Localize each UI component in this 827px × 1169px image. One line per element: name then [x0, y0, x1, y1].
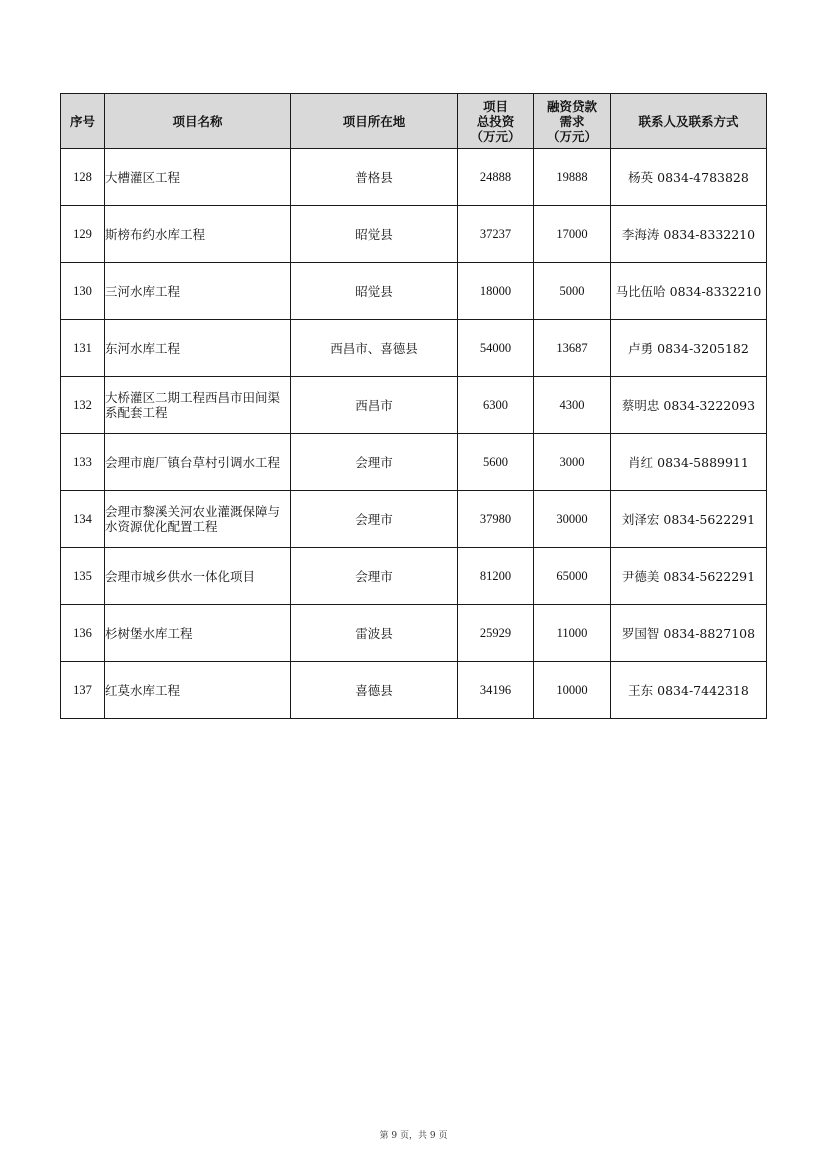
cell-location: 雷波县 — [291, 605, 458, 662]
header-invest-line: 项目 — [482, 98, 508, 114]
cell-loan-demand: 3000 — [534, 434, 611, 491]
table-header-row — [61, 94, 767, 149]
cell-seq: 134 — [61, 491, 105, 548]
project-table — [60, 93, 767, 719]
cell-location: 会理市 — [291, 434, 458, 491]
cell-loan-demand: 13687 — [534, 320, 611, 377]
cell-location: 昭觉县 — [291, 206, 458, 263]
cell-loan-demand: 65000 — [534, 548, 611, 605]
header-project-name: 项目名称 — [105, 94, 291, 149]
cell-location: 喜德县 — [291, 662, 458, 719]
page-footer: 第 9 页，共 9 页 — [379, 1131, 448, 1141]
cell-seq: 129 — [61, 206, 105, 263]
cell-project-name: 红莫水库工程 — [105, 662, 291, 719]
cell-total-investment: 54000 — [458, 320, 534, 377]
header-total-investment — [458, 94, 534, 149]
cell-loan-demand: 4300 — [534, 377, 611, 434]
cell-location: 普格县 — [291, 149, 458, 206]
table-row — [61, 491, 767, 548]
cell-seq: 133 — [61, 434, 105, 491]
cell-project-name: 杉树堡水库工程 — [105, 605, 291, 662]
header-loan-line: 融资贷款 — [546, 98, 597, 114]
header-invest-line: 总投资 — [476, 113, 515, 129]
cell-contact: 李海涛 0834-8332210 — [611, 206, 767, 263]
cell-location: 昭觉县 — [291, 263, 458, 320]
cell-total-investment: 37980 — [458, 491, 534, 548]
cell-total-investment: 34196 — [458, 662, 534, 719]
cell-project-name: 大槽灌区工程 — [105, 149, 291, 206]
cell-seq: 137 — [61, 662, 105, 719]
table-row — [61, 434, 767, 491]
cell-contact: 卢勇 0834-3205182 — [611, 320, 767, 377]
table-body — [61, 149, 767, 719]
cell-total-investment: 18000 — [458, 263, 534, 320]
cell-total-investment: 81200 — [458, 548, 534, 605]
cell-project-name: 大桥灌区二期工程西昌市田间渠系配套工程 — [105, 377, 291, 434]
cell-seq: 136 — [61, 605, 105, 662]
cell-seq: 135 — [61, 548, 105, 605]
table-row — [61, 605, 767, 662]
header-loan-line: 需求 — [559, 113, 585, 129]
cell-project-name: 会理市鹿厂镇台草村引调水工程 — [105, 434, 291, 491]
cell-loan-demand: 10000 — [534, 662, 611, 719]
cell-loan-demand: 11000 — [534, 605, 611, 662]
cell-location: 会理市 — [291, 491, 458, 548]
cell-location: 西昌市、喜德县 — [291, 320, 458, 377]
cell-seq: 131 — [61, 320, 105, 377]
cell-loan-demand: 30000 — [534, 491, 611, 548]
cell-total-investment: 6300 — [458, 377, 534, 434]
cell-contact: 王东 0834-7442318 — [611, 662, 767, 719]
cell-seq: 130 — [61, 263, 105, 320]
table-row — [61, 263, 767, 320]
table-row — [61, 662, 767, 719]
cell-contact: 罗国智 0834-8827108 — [611, 605, 767, 662]
cell-contact: 刘泽宏 0834-5622291 — [611, 491, 767, 548]
cell-contact: 蔡明忠 0834-3222093 — [611, 377, 767, 434]
cell-total-investment: 5600 — [458, 434, 534, 491]
cell-seq: 132 — [61, 377, 105, 434]
table-row — [61, 206, 767, 263]
cell-location: 会理市 — [291, 548, 458, 605]
table-row — [61, 377, 767, 434]
header-loan-line: （万元） — [546, 128, 597, 144]
cell-project-name: 斯榜布约水库工程 — [105, 206, 291, 263]
cell-total-investment: 25929 — [458, 605, 534, 662]
header-invest-line: （万元） — [470, 128, 521, 144]
cell-project-name: 东河水库工程 — [105, 320, 291, 377]
cell-contact: 尹德美 0834-5622291 — [611, 548, 767, 605]
cell-total-investment: 37237 — [458, 206, 534, 263]
cell-contact: 马比伍哈 0834-8332210 — [611, 263, 767, 320]
table-row — [61, 149, 767, 206]
cell-location: 西昌市 — [291, 377, 458, 434]
cell-total-investment: 24888 — [458, 149, 534, 206]
cell-loan-demand: 5000 — [534, 263, 611, 320]
header-loan-demand — [534, 94, 611, 149]
header-contact: 联系人及联系方式 — [611, 94, 767, 149]
cell-contact: 杨英 0834-4783828 — [611, 149, 767, 206]
cell-contact: 肖红 0834-5889911 — [611, 434, 767, 491]
header-seq: 序号 — [61, 94, 105, 149]
header-location: 项目所在地 — [291, 94, 458, 149]
cell-project-name: 会理市黎溪关河农业灌溉保障与水资源优化配置工程 — [105, 491, 291, 548]
table-row — [61, 320, 767, 377]
cell-loan-demand: 17000 — [534, 206, 611, 263]
cell-seq: 128 — [61, 149, 105, 206]
table-row — [61, 548, 767, 605]
cell-project-name: 三河水库工程 — [105, 263, 291, 320]
cell-project-name: 会理市城乡供水一体化项目 — [105, 548, 291, 605]
cell-loan-demand: 19888 — [534, 149, 611, 206]
